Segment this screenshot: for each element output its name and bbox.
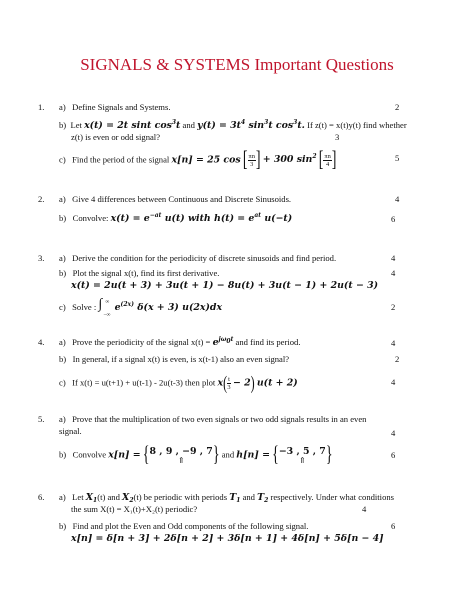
question-3b-equation: x(t) = 2u(t + 3) + 3u(t + 1) − 8u(t) + 3u(t − 1) + 2u(t − 3) — [71, 280, 379, 291]
marks: 4 — [391, 428, 396, 438]
integral-symbol: ∫ ∞ −∞ — [98, 297, 111, 318]
question-1b-line2: z(t) is even or odd signal? — [71, 132, 161, 142]
marks: 2 — [395, 354, 400, 364]
marks: 6 — [391, 521, 396, 531]
marks: 6 — [391, 214, 396, 224]
marks: 4 — [395, 194, 400, 204]
question-number: 2. — [38, 194, 45, 204]
origin-arrow-icon: ⇑ — [298, 456, 306, 465]
question-5b: b) Convolve x[n] = { 8 , 9 , −9 , 7 ⇑ } and h[n] = { −3 , 5 , 7 ⇑ } — [59, 443, 333, 468]
question-4a: a) Prove the periodicity of the signal $x(t) = e^{j\omega_0t}$ and find its period. — [59, 336, 301, 348]
question-6b-equation: x[n] = δ[n + 3] + 2δ[n + 2] + 3δ[n + 1] + 4δ[n] + 5δ[n − 4] — [71, 533, 384, 544]
marks: 4 — [391, 268, 396, 278]
question-6b: b) Find and plot the Even and Odd components of the following signal. — [59, 521, 309, 531]
question-2b: b) Convolve: $x(t) = e^{-at}$ u(t) with $h(t) = e^{at}$ u(−t) — [59, 212, 293, 224]
question-3b: b) Plot the signal x(t), find its first derivative. — [59, 268, 220, 278]
origin-arrow-icon: ⇑ — [177, 456, 185, 465]
sequence-x: 8 , 9 , −9 , 7 ⇑ — [149, 446, 213, 465]
question-number: 5. — [38, 414, 45, 424]
question-3a: a) Derive the condition for the periodicity of discrete sinusoids and find period. — [59, 253, 337, 263]
marks: 4 — [362, 504, 367, 514]
question-5a: a) Prove that the multiplication of two even signals or two odd signals results in an even — [59, 414, 367, 424]
question-2a: a) Give 4 differences between Continuous and Discrete Sinusoids. — [59, 194, 292, 204]
question-number: 6. — [38, 492, 45, 502]
question-3c: c) Solve : ∫ ∞ −∞ $e^{(2x)}$ δ(x + 3) u(2x)dx — [59, 297, 223, 318]
page-title: SIGNALS & SYSTEMS Important Questions — [80, 55, 394, 74]
marks: 4 — [391, 377, 396, 387]
question-6a: a) Let $X_1(t)$ and $X_2(t)$ be periodic with periods $T_1$ and $T_2$ respectively. Under what conditions — [59, 492, 395, 504]
marks: 4 — [391, 253, 396, 263]
question-1c: c) Find the period of the signal x[n] = 25 cos [ $\frac{\pi n}{3}$ ] + 300 $\sin^2$ [ $\frac{\pi n}{4}$ ] — [59, 148, 337, 173]
question-1b: b) Let x(t) = 2t sint $\cos^3t$ and $y(t) = 3t^4$ $\sin^3t$ $\cos^3t$. If z(t) = x(t)y(t) find whether — [59, 119, 407, 131]
question-6a-line2: the sum X(t) = X₁(t)+X₂(t) periodic? — [71, 504, 198, 514]
marks: 3 — [335, 132, 340, 142]
marks: 4 — [391, 338, 396, 348]
marks: 2 — [395, 102, 400, 112]
marks: 6 — [391, 450, 396, 460]
question-4c: c) If x(t) = u(t+1) + u(t-1) - 2u(t-3) then plot x( $\frac{t}{3}$ − 2) u(t + 2) — [59, 371, 298, 394]
question-number: 1. — [38, 102, 45, 112]
sequence-h: −3 , 5 , 7 ⇑ — [278, 446, 326, 465]
question-5a-line2: signal. — [59, 426, 82, 436]
marks: 5 — [395, 153, 400, 163]
question-1a: a) Define Signals and Systems. — [59, 102, 171, 112]
marks: 2 — [391, 302, 396, 312]
question-number: 4. — [38, 337, 45, 347]
question-4b: b) In general, if a signal x(t) is even, is x(t-1) also an even signal? — [59, 354, 290, 364]
question-number: 3. — [38, 253, 45, 263]
